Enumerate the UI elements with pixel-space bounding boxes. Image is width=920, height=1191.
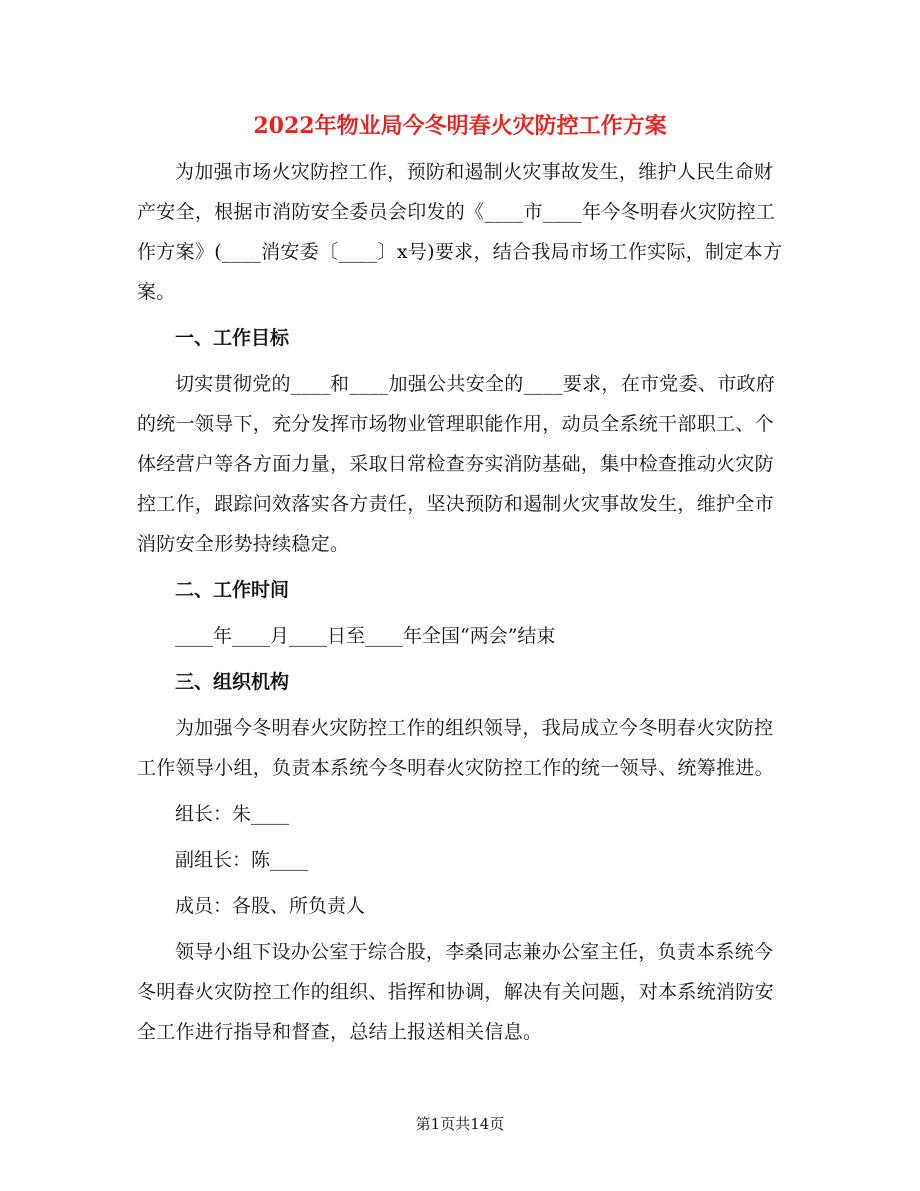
members-line: 成员：各股、所负责人 <box>175 895 366 917</box>
office-paragraph: 领导小组下设办公室于综合股，李桑同志兼办公室主任，负责本系统今冬明春火灾防控工作的组织、指挥和协调，解决有关问题，对本系统消防安全工作进行指导和督查，总结上报送相关信息。 <box>137 941 774 1043</box>
document-body <box>137 152 787 1058</box>
goals-paragraph: 切实贯彻党的____和____加强公共安全的____要求，在市党委、市政府的统一领导下，充分发挥市场物业管理职能作用，动员全系统干部职工、个体经营户等各方面力量，采取日常检查夯实消防基础，集中检查推动火灾防控工作，跟踪问效落实各方责任，坚决预防和遏制火灾事故发生，维护全市消防安全形势持续稳定。 <box>137 373 776 555</box>
leader-line: 组长：朱____ <box>175 803 290 825</box>
deputy-leader-line: 副组长：陈____ <box>175 849 309 871</box>
page-number: 第1页共14页 <box>415 1115 505 1133</box>
section-heading-time: 二、工作时间 <box>175 579 290 601</box>
organization-paragraph: 为加强今冬明春火灾防控工作的组织领导，我局成立今冬明春火灾防控工作领导小组，负责本系统今冬明春火灾防控工作的统一领导、统筹推进。 <box>137 717 774 779</box>
section-heading-organization: 三、组织机构 <box>175 671 290 693</box>
section-heading-goals: 一、工作目标 <box>175 327 290 349</box>
document-title: 2022年物业局今冬明春火灾防控工作方案 <box>253 113 667 139</box>
time-paragraph: ____年____月____日至____年全国“两会”结束 <box>175 625 556 647</box>
intro-paragraph: 为加强市场火灾防控工作，预防和遏制火灾事故发生，维护人民生命财产安全，根据市消防安全委员会印发的《____市____年今冬明春火灾防控工作方案》(____消安委〔____〕x号)要求，结合我局市场工作实际，制定本方案。 <box>137 161 783 303</box>
